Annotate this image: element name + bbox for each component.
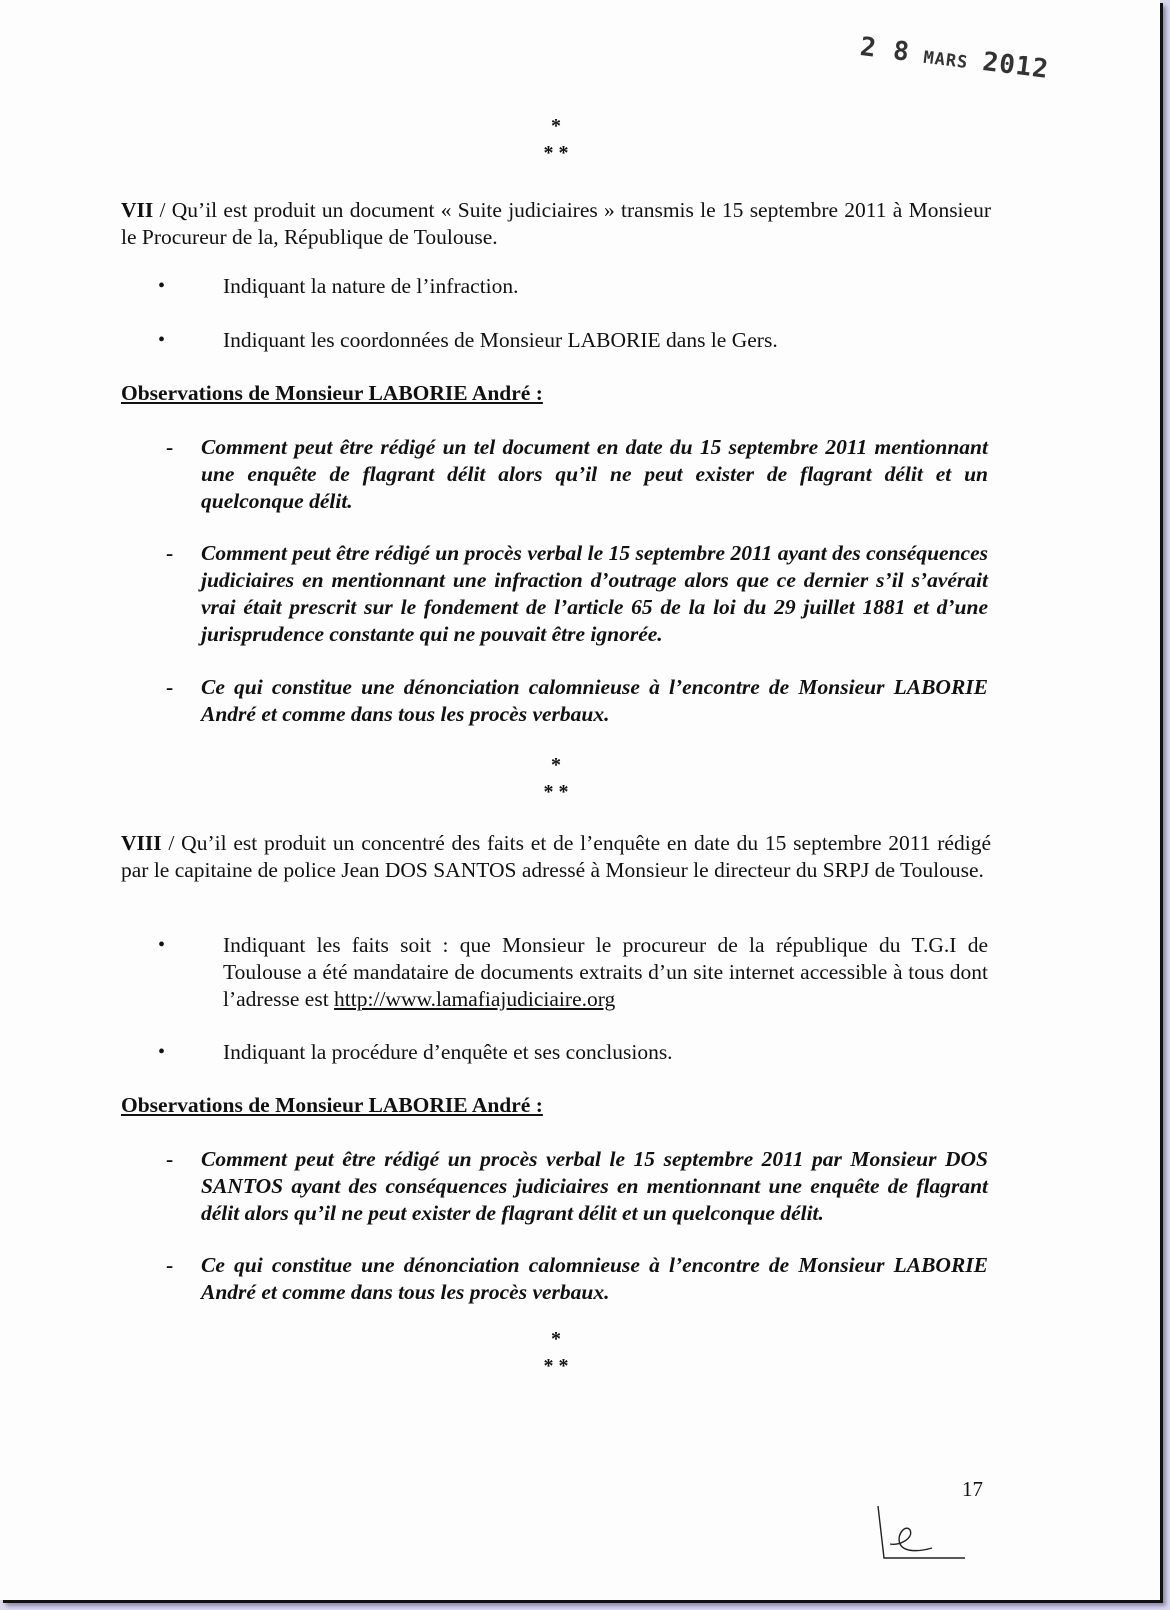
dash-icon: - <box>166 435 174 459</box>
stamp-year: 2012 <box>980 47 1051 85</box>
dash-icon: - <box>166 541 174 565</box>
separator-stars-bottom: * * <box>543 781 569 803</box>
observation-item <box>166 1146 988 1227</box>
observation-text: Ce qui constitue une dénonciation calomnieuse à l’encontre de Monsieur LABORIE André et comme dans tous les procès verbaux. <box>201 675 988 726</box>
bullet-text-body: Indiquant les faits soit : que Monsieur le procureur de la république du T.G.I de Toulouse a été mandataire de documents extraits d’un site internet accessible à tous dont l’adresse est <box>223 933 988 1011</box>
observation-text: Comment peut être rédigé un procès verbal le 15 septembre 2011 ayant des conséquences judiciaires en mentionnant une infraction d’outrage alors que ce dernier s’il s’avérait vrai était prescrit sur le fondement de l’article 65 de la loi du 29 juillet 1881 et d’une jurisprudence constante qui ne pouvait être ignorée. <box>201 541 988 646</box>
bullet-text: Indiquant la procédure d’enquête et ses conclusions. <box>223 1040 673 1064</box>
list-item <box>158 327 988 354</box>
dash-icon: - <box>166 675 174 699</box>
website-link[interactable]: http://www.lamafiajudiciaire.org <box>334 987 616 1011</box>
list-item <box>158 1039 988 1066</box>
section-viii-intro <box>121 830 991 884</box>
dash-icon: - <box>166 1147 174 1171</box>
bullet-icon: • <box>158 329 166 351</box>
list-item <box>158 932 988 1013</box>
separator-stars-bottom: * * <box>543 142 569 164</box>
separator-star-top: * <box>551 754 561 776</box>
bullet-icon: • <box>158 1041 166 1063</box>
observation-item <box>166 674 988 728</box>
separator-star-top: * <box>551 115 561 137</box>
bullet-icon: • <box>158 934 166 956</box>
bullet-text <box>223 932 988 1013</box>
observation-text: Comment peut être rédigé un procès verbal le 15 septembre 2011 par Monsieur DOS SANTOS ayant des conséquences judiciaires en mentionnant une enquête de flagrant délit alors qu’il ne peut exister de flagrant délit et un quelconque délit. <box>201 1147 988 1225</box>
date-stamp <box>858 32 1050 85</box>
section-vii-intro-text: / Qu’il est produit un document « Suite judiciaires » transmis le 15 septembre 2011 à Monsieur le Procureur de la, République de Toulouse. <box>121 198 991 249</box>
bullet-icon: • <box>158 275 166 297</box>
observation-item <box>166 434 988 515</box>
observation-item <box>166 540 988 648</box>
bullet-text: Indiquant les coordonnées de Monsieur LABORIE dans le Gers. <box>223 328 778 352</box>
list-item <box>158 273 988 300</box>
section-separator <box>121 752 991 806</box>
separator-star-top: * <box>551 1328 561 1350</box>
section-viii-intro-text: / Qu’il est produit un concentré des faits et de l’enquête en date du 15 septembre 2011 rédigé par le capitaine de police Jean DOS SANTOS adressé à Monsieur le directeur du SRPJ de Toulouse. <box>121 831 991 882</box>
section-vii-numeral: VII <box>121 198 154 222</box>
observation-text: Ce qui constitue une dénonciation calomnieuse à l’encontre de Monsieur LABORIE André et comme dans tous les procès verbaux. <box>201 1253 988 1304</box>
observation-text: Comment peut être rédigé un tel document en date du 15 septembre 2011 mentionnant une enquête de flagrant délit alors qu’il ne peut exister de flagrant délit et un quelconque délit. <box>201 435 988 513</box>
section-vii-intro <box>121 197 991 251</box>
section-separator <box>121 113 991 167</box>
stamp-day: 2 8 <box>858 32 912 68</box>
section-separator <box>121 1326 991 1380</box>
separator-stars-bottom: * * <box>543 1355 569 1377</box>
observations-heading: Observations de Monsieur LABORIE André : <box>121 381 543 405</box>
section-viii-numeral: VIII <box>121 831 162 855</box>
page-number: 17 <box>962 1477 983 1501</box>
signature-icon <box>870 1500 980 1560</box>
observations-heading: Observations de Monsieur LABORIE André : <box>121 1093 543 1117</box>
dash-icon: - <box>166 1253 174 1277</box>
bullet-text: Indiquant la nature de l’infraction. <box>223 274 519 298</box>
stamp-month: MARS <box>922 47 970 74</box>
observation-item <box>166 1252 988 1306</box>
